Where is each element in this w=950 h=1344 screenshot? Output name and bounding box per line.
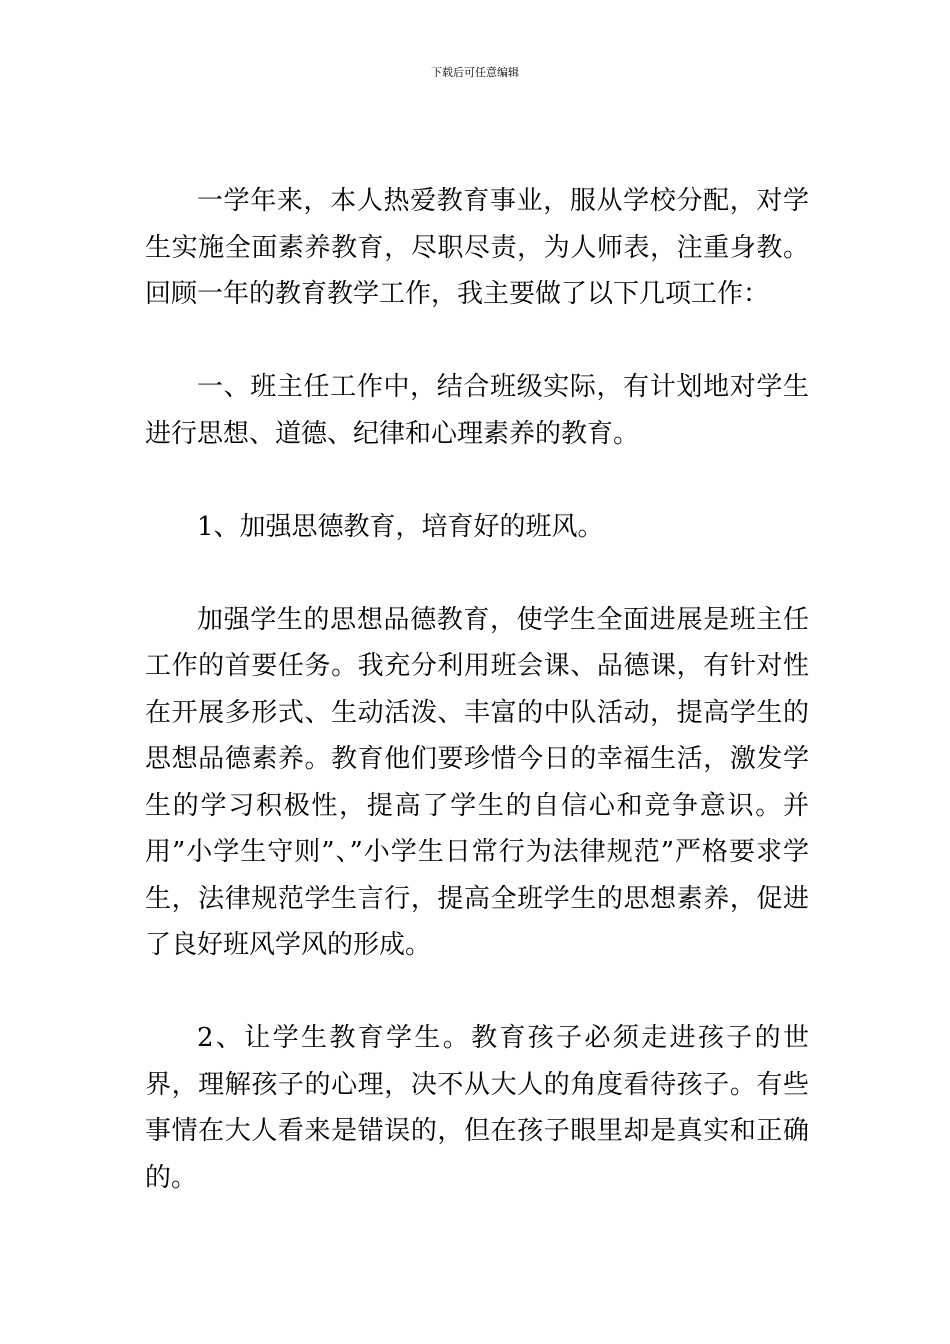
paragraph-item-1-body: 加强学生的思想品德教育，使学生全面进展是班主任工作的首要任务。我充分利用班会课、品德课，有针对性在开展多形式、生动活泼、丰富的中队活动，提高学生的思想品德素养。教育他们要珍惜今日的幸福生活，激发学生的学习积极性，提高了学生的自信心和竞争意识。并用”小学生守则”、”小学生日常行为法律规范”严格要求学生，法律规范学生言行，提高全班学生的思想素养，促进了良好班风学风的形成。	[145, 604, 809, 960]
document-body	[145, 178, 809, 1201]
paragraph-intro: 一学年来，本人热爱教育事业，服从学校分配，对学生实施全面素养教育，尽职尽责，为人师表，注重身教。回顾一年的教育教学工作，我主要做了以下几项工作：	[145, 186, 809, 309]
page-header: 下载后可任意编辑	[431, 66, 519, 79]
paragraph-section-heading: 一、班主任工作中，结合班级实际，有计划地对学生进行思想、道德、纪律和心理素养的教育。	[145, 372, 809, 449]
paragraph-item-2: 2、让学生教育学生。教育孩子必须走进孩子的世界，理解孩子的心理，决不从大人的角度看待孩子。有些事情在大人看来是错误的，但在孩子眼里却是真实和正确的。	[145, 1023, 809, 1193]
paragraph-item-1-heading: 1、加强思德教育，培育好的班风。	[197, 511, 604, 542]
